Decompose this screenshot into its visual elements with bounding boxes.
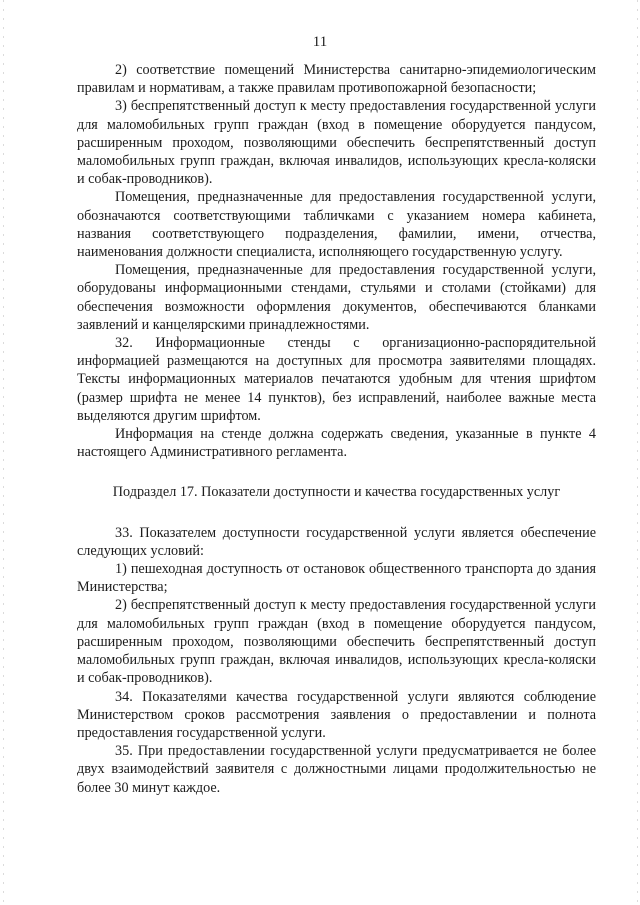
document-body bbox=[77, 61, 596, 797]
paragraph-34-quality-indicators: 34. Показателями качества государственной услуги являются соблюдение Министерством сроков рассмотрения заявления о предоставлении и полнота предоставления государственной услуги. bbox=[77, 688, 596, 741]
paragraph-35-interactions: 35. При предоставлении государственной услуги предусматривается не более двух взаимодействий заявителя с должностными лицами продолжительностью не более 30 минут каждое. bbox=[77, 743, 596, 796]
paragraph-item-3-unobstructed-access: 3) беспрепятственный доступ к месту предоставления государственной услуги для маломобильных групп граждан (вход в помещение оборудуется пандусом, расширенным проходом, позволяющими обеспечить беспрепятственный доступ маломобильных групп граждан, включая инвалидов, использующих кресла-коляски и собак-проводников). bbox=[77, 98, 596, 188]
paragraph-premises-signage: Помещения, предназначенные для предоставления государственной услуги, обозначаются соответствующими табличками с указанием номера кабинета, названия соответствующего подразделения, фамилии, имени, отчества, наименования должности специалиста, исполняющего государственную услугу. bbox=[77, 189, 596, 261]
paragraph-premises-equipment: Помещения, предназначенные для предоставления государственной услуги, оборудованы информационными стендами, стульями и столами (стойками) для обеспечения возможности оформления документов, обеспечиваются бланками заявлений и канцелярскими принадлежностями. bbox=[77, 262, 596, 333]
scan-edge-right bbox=[637, 0, 638, 905]
paragraph-32-information-stands: 32. Информационные стенды с организационно-распорядительной информацией размещаются на доступных для просмотра заявителями площадях. Тексты информационных материалов печатаются удобным для чтения шрифтом (размер шрифта не менее 14 пунктов), без исправлений, наиболее важные места выделяются другим шрифтом. bbox=[77, 335, 596, 424]
page-number: 11 bbox=[312, 34, 328, 50]
paragraph-stand-information: Информация на стенде должна содержать сведения, указанные в пункте 4 настоящего Административного регламента. bbox=[77, 426, 596, 461]
scan-edge-left bbox=[3, 0, 4, 905]
paragraph-item-1-pedestrian-access: 1) пешеходная доступность от остановок общественного транспорта до здания Министерства; bbox=[77, 561, 596, 596]
paragraph-item-2-unobstructed-access: 2) беспрепятственный доступ к месту предоставления государственной услуги для маломобильных групп граждан (вход в помещение оборудуется пандусом, расширенным проходом, позволяющими обеспечить беспрепятственный доступ маломобильных групп граждан, включая инвалидов, использующих кресла-коляски и собак-проводников). bbox=[77, 597, 596, 687]
paragraph-33-accessibility-indicator: 33. Показателем доступности государственной услуги является обеспечение следующих условий: bbox=[77, 524, 596, 559]
paragraph-item-2-premises-compliance: 2) соответствие помещений Министерства санитарно-эпидемиологическим правилам и нормативам, а также правилам противопожарной безопасности; bbox=[77, 62, 596, 97]
subsection-heading: Подраздел 17. Показатели доступности и качества государственных услуг bbox=[112, 484, 561, 501]
